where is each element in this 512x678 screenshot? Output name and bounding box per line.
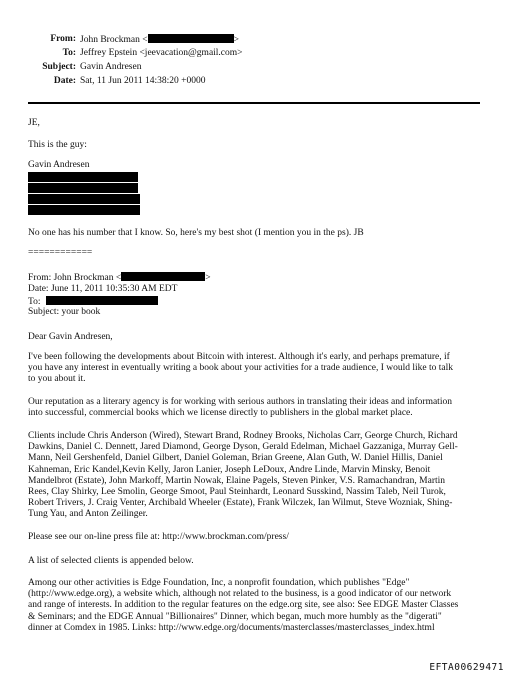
letter-paragraph-2: Our reputation as a literary agency is for working with serious authors in translating their ideas and information into successful, commercial books which we license directly to publishers in the global market place. xyxy=(28,397,452,419)
header-subject-label: Subject: xyxy=(42,62,76,72)
separator-line: ============ xyxy=(28,248,93,258)
letter-paragraph-3: Clients include Chris Anderson (Wired), Stewart Brand, Rodney Brooks, Nicholas Carr, George Church, Richard Dawkins, Daniel C. Dennett, Jared Diamond, George Dyson, Gerald Edelman, Michael Gazzaniga, Murray Gell- Mann, Neil Gershenfeld, Daniel Gilbert, Daniel Goleman, Brian Greene, Alan Guth, W. Daniel Hillis, Daniel Kahneman, Eric Kandel,Kevin Kelly, Jaron Lanier, Joseph LeDoux, Andre Linde, Marvin Minsky, Benoit Mandelbrot (Estate), John Markoff, Martin Nowak, Elaine Pagels, Steven Pinker, V.S. Ramachandran, Martin Rees, Clay Shirky, Lee Smolin, George Smoot, Paul Steinhardt, Leonard Susskind, Nassim Taleb, Neil Turok, Robert Trivers, J. Craig Venter, Archibald Wheeler (Estate), Frank Wilczek, Ian Wilmut, Steve Wozniak, Shing- Tung Yau, and Anton Zeilinger. xyxy=(28,431,458,520)
header-from-row xyxy=(0,34,512,46)
header-date-row xyxy=(0,76,512,88)
fwd-from-suffix: > xyxy=(205,273,211,283)
letter-salutation: Dear Gavin Andresen, xyxy=(28,332,113,342)
document-id: EFTA00629471 xyxy=(429,662,504,673)
letter-paragraph-4: Please see our on-line press file at: http://www.brockman.com/press/ xyxy=(28,532,289,542)
letter-paragraph-1: I've been following the developments about Bitcoin with interest. Although it's early, and perhaps premature, if you have any interest in eventually writing a book about your activities for a trade audience, I would like to talk to you about it. xyxy=(28,352,453,385)
header-date-value: Sat, 11 Jun 2011 14:38:20 +0000 xyxy=(80,76,206,86)
note-line: No one has his number that I know. So, here's my best shot (I mention you in the ps). JB xyxy=(28,228,364,238)
fwd-date-row: Date: June 11, 2011 10:35:30 AM EDT xyxy=(28,284,178,294)
fwd-to-text: To: xyxy=(28,297,41,307)
header-subject-value: Gavin Andresen xyxy=(80,62,142,72)
fwd-from-row xyxy=(28,272,211,284)
intro-line: This is the guy: xyxy=(28,140,87,150)
header-from-label: From: xyxy=(50,34,76,44)
redaction-bar xyxy=(121,272,205,281)
redaction-bar xyxy=(148,34,234,43)
header-from-value: John Brockman < xyxy=(80,35,148,45)
greeting: JE, xyxy=(28,118,40,128)
redaction-bar xyxy=(28,194,140,204)
contact-name: Gavin Andresen xyxy=(28,160,90,170)
header-divider xyxy=(28,102,480,104)
header-from-suffix: > xyxy=(233,35,239,45)
letter-paragraph-5: A list of selected clients is appended below. xyxy=(28,556,194,566)
redaction-bar xyxy=(46,296,158,305)
fwd-from-text: From: John Brockman < xyxy=(28,273,122,283)
redaction-bar xyxy=(28,205,140,215)
redaction-bar xyxy=(28,172,138,182)
header-date-label: Date: xyxy=(53,76,76,86)
letter-paragraph-6: Among our other activities is Edge Foundation, Inc, a nonprofit foundation, which publishes "Edge" (http://www.edge.org), a website which, although not related to the business, is a good indicator of our network and range of interests. In addition to the regular features on the edge.org site, see also: See EDGE Master Classes & Seminars; and the EDGE Annual "Billionaires" Dinner, which began, much more humbly as the "digerati" dinner at Comdex in 1985. Links: http://www.edge.org/documents/masterclasses/masterclasses_index.html xyxy=(28,578,459,633)
header-to-value: Jeffrey Epstein <jeevacation@gmail.com> xyxy=(80,48,243,58)
redaction-bar xyxy=(28,183,138,193)
fwd-to-row xyxy=(28,296,158,308)
fwd-subject-row: Subject: your book xyxy=(28,307,101,317)
header-to-row xyxy=(0,48,512,60)
header-subject-row xyxy=(0,62,512,74)
header-to-label: To: xyxy=(62,48,76,58)
